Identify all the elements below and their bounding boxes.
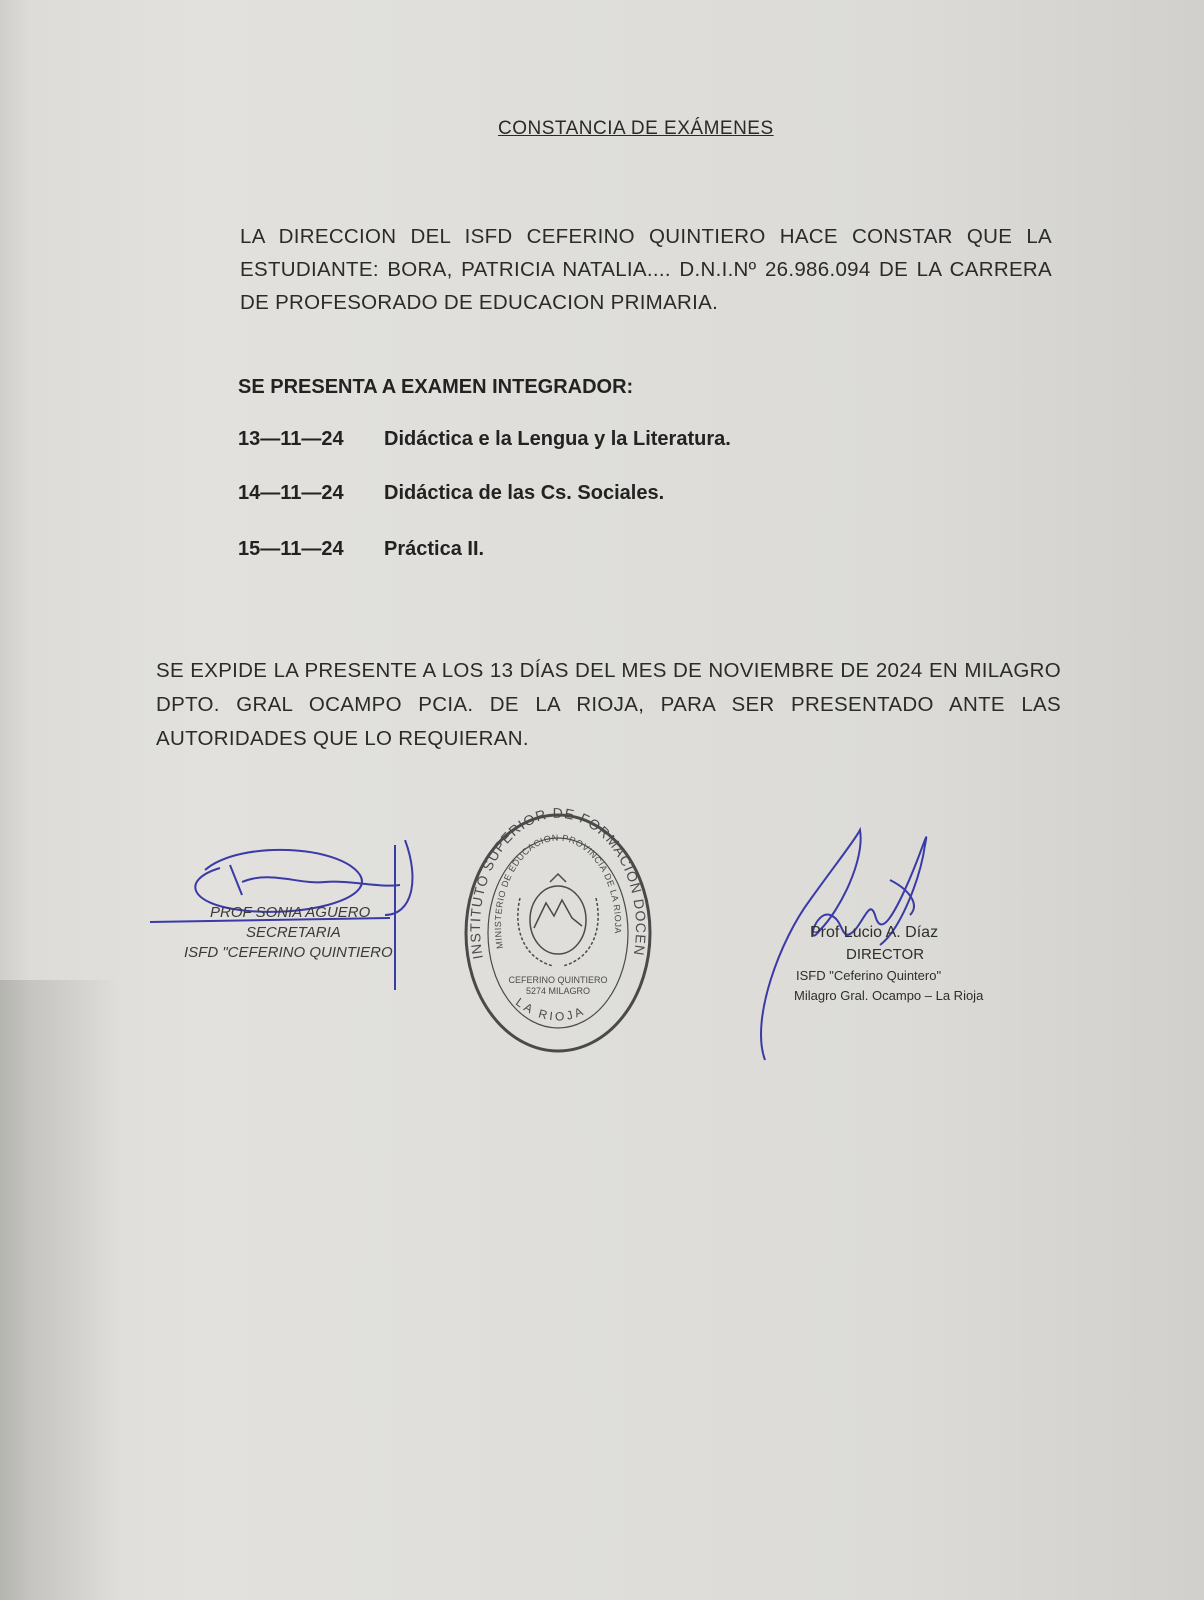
- intro-paragraph: LA DIRECCION DEL ISFD CEFERINO QUINTIERO HACE CONSTAR QUE LA ESTUDIANTE: BORA, PATRICIA NATALIA.... D.N.I.Nº 26.986.094 DE LA CARRERA DE PROFESORADO DE EDUCACION PRIMARIA.: [240, 225, 1052, 314]
- secretary-signature-block: [150, 840, 440, 1020]
- document-title: CONSTANCIA DE EXÁMENES: [498, 118, 774, 139]
- closing-paragraph: SE EXPIDE LA PRESENTE A LOS 13 DÍAS DEL MES DE NOVIEMBRE DE 2024 EN MILAGRO DPTO. GRAL OCAMPO PCIA. DE LA RIOJA, PARA SER PRESENTADO ANTE LAS AUTORIDADES QUE LO REQUIERAN.: [156, 659, 1061, 750]
- exam-subject: Didáctica e la Lengua y la Literatura.: [384, 428, 731, 450]
- svg-text:LA RIOJA: [513, 995, 588, 1024]
- paper-shadow: [0, 980, 120, 1600]
- exam-date: 13—11—24: [238, 428, 344, 450]
- seal-line1: CEFERINO QUINTIERO: [508, 975, 608, 985]
- exam-row: [238, 538, 484, 561]
- exam-row: [238, 482, 664, 505]
- director-signature-block: [760, 820, 1020, 1090]
- seal-outer-text: INSTITUTO SUPERIOR DE FORMACION DOCEN: [466, 808, 650, 961]
- director-location: Milagro Gral. Ocampo – La Rioja: [794, 988, 984, 1003]
- svg-text:MINISTERIO DE EDUCACION PROVIN: [493, 833, 623, 950]
- exam-row: [238, 428, 731, 451]
- exam-date: 15—11—24: [238, 538, 344, 560]
- seal-inner-text: MINISTERIO DE EDUCACION PROVINCIA DE LA RIOJA: [492, 832, 624, 950]
- secretary-role: SECRETARIA: [246, 924, 341, 941]
- seal-line2: 5274 MILAGRO: [525, 986, 591, 996]
- exam-subject: Didáctica de las Cs. Sociales.: [384, 482, 665, 504]
- seal-emblem-icon: [518, 874, 598, 966]
- secretary-institution: ISFD "CEFERINO QUINTIERO: [184, 944, 393, 961]
- secretary-name: PROF SONIA AGUERO: [210, 904, 371, 921]
- seal-bottom-text: LA RIOJA: [513, 994, 588, 1024]
- exam-subject: Práctica II.: [384, 538, 485, 560]
- svg-text:INSTITUTO SUPERIOR DE FORMACIO: [458, 808, 649, 961]
- director-institution: ISFD "Ceferino Quintero": [796, 968, 942, 983]
- director-name: Prof Lucio A. Díaz: [810, 924, 939, 941]
- exam-heading: SE PRESENTA A EXAMEN INTEGRADOR:: [238, 376, 634, 398]
- exam-date: 14—11—24: [238, 482, 344, 504]
- institution-seal: [458, 808, 658, 1058]
- director-role: DIRECTOR: [846, 946, 925, 963]
